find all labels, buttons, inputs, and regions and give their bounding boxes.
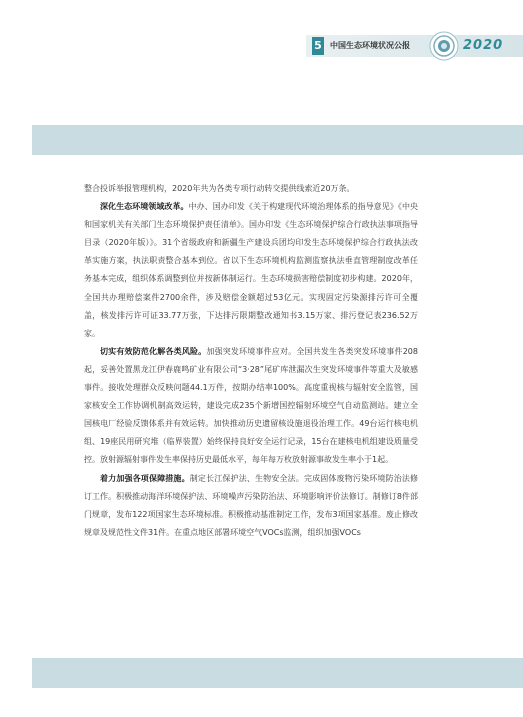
bottom-banner bbox=[32, 658, 523, 688]
paragraph-lead: 着力加强各项保障措施。 bbox=[100, 473, 190, 483]
paragraph-lead: 深化生态环境领域改革。 bbox=[100, 202, 189, 212]
page-header bbox=[306, 31, 523, 61]
paragraph-text: 加强突发环境事件应对。全国共发生各类突发环境事件208起，妥善处置黑龙江伊春鹿鸣矿业有限公司“3·28”尾矿库泄漏次生突发环境事件等重大及敏感事件。接收处理群众反映问题44.1万件，按期办结率100%。高度重视核与辐射安全监管，国家核安全工作协调机制高效运转，建设完成235个新增国控辐射环境空气自动监测站。建立全国核电厂经验反馈体系并有效运转。加快推动历史遗留核设施退役治理工作。49台运行核电机组、19座民用研究堆（临界装置）始终保持良好安全运行记录，15台在建核电机组建设质量受控。放射源辐射事件发生率保持历史最低水平，每年每万枚放射源事故发生率小于1起。 bbox=[84, 346, 418, 465]
paragraph-text: 制定长江保护法、生物安全法。完成固体废物污染环境防治法修订工作。积极推动海洋环境保护法、环境噪声污染防治法、环境影响评价法修订。制修订8件部门规章，发布122项国家生态环境标准。积极推动基准制定工作，发布3项国家基准。废止修改规章及规范性文件31件。在重点地区部署环境空气VOCs监测，组织加强VOCs bbox=[84, 473, 419, 537]
circle-logo-icon bbox=[429, 31, 459, 61]
body-text bbox=[84, 180, 418, 542]
top-banner bbox=[32, 125, 523, 155]
chapter-number: 5 bbox=[312, 37, 324, 55]
paragraph-text: 中办、国办印发《关于构建现代环境治理体系的指导意见》《中央和国家机关有关部门生态环境保护责任清单》。国办印发《生态环境保护综合行政执法事项指导目录（2020年版）》。31个省级政府和新疆生产建设兵团均印发生态环境保护综合行政执法改革实施方案，执法职责整合基本到位。省以下生态环境机构监测监察执法垂直管理制度改革任务基本完成，组织体系调整到位并按新体制运行。生态环境损害赔偿制度初步构建。2020年，全国共办理赔偿案件2700余件，涉及赔偿金额超过53亿元。实现固定污染源排污许可全覆盖，核发排污许可证33.77万张，下达排污限期整改通知书3.15万家、排污登记表236.52万家。 bbox=[84, 202, 419, 338]
report-year: 2020 bbox=[463, 38, 504, 53]
paragraph bbox=[84, 180, 418, 198]
report-title: 中国生态环境状况公报 bbox=[330, 41, 410, 50]
paragraph-text: 整合投诉举报管理机构，2020年共为各类专项行动转交提供线索近20万条。 bbox=[84, 184, 355, 193]
paragraph bbox=[84, 470, 418, 542]
paragraph bbox=[84, 343, 418, 470]
paragraph bbox=[84, 198, 418, 343]
paragraph-lead: 切实有效防范化解各类风险。 bbox=[100, 346, 207, 356]
